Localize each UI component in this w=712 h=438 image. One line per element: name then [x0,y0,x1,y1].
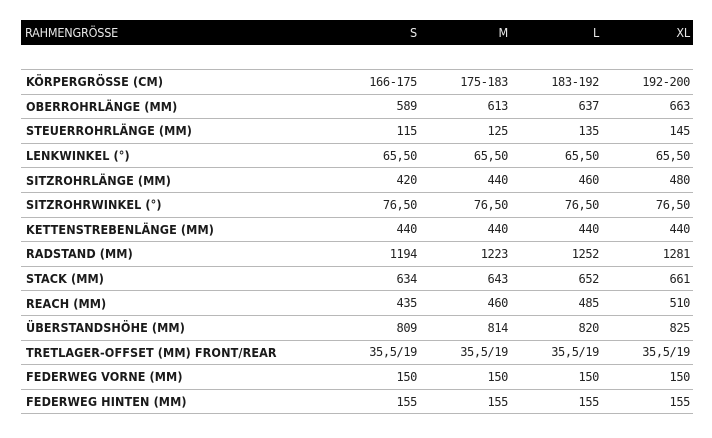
table-row [21,390,693,415]
table-row [21,316,693,341]
row-value: 35,5/19 [369,345,417,360]
row-value: 1252 [571,246,599,261]
size-m-heading: M [498,25,508,40]
row-value: 183-192 [551,74,599,89]
row-value: 814 [487,320,508,335]
row-label: LENKWINKEL (°) [26,148,130,164]
row-label: STEUERROHRLÄNGE (MM) [26,123,192,139]
row-value: 155 [669,394,690,409]
table-row [21,193,693,218]
table-header [21,20,693,45]
size-s-heading: S [410,25,417,40]
table-row [21,144,693,169]
row-value: 440 [396,222,417,237]
row-value: 440 [487,222,508,237]
row-value: 643 [487,271,508,286]
row-value: 420 [396,173,417,188]
row-value: 35,5/19 [551,345,599,360]
row-value: 460 [487,296,508,311]
row-value: 150 [669,369,690,384]
row-value: 175-183 [460,74,508,89]
row-value: 150 [396,369,417,384]
size-xl-heading: XL [676,25,690,40]
row-value: 35,5/19 [642,345,690,360]
row-label: FEDERWEG HINTEN (MM) [26,394,187,410]
row-value: 65,50 [655,148,690,163]
table-row [21,242,693,267]
row-label: OBERROHRLÄNGE (MM) [26,98,178,114]
row-value: 115 [396,123,417,138]
row-value: 65,50 [564,148,599,163]
row-value: 125 [487,123,508,138]
row-value: 589 [396,99,417,114]
row-value: 65,50 [382,148,417,163]
table-row [21,365,693,390]
row-value: 440 [669,222,690,237]
row-value: 1281 [662,246,690,261]
size-l-heading: L [592,25,599,40]
row-value: 76,50 [382,197,417,212]
row-value: 440 [578,222,599,237]
table-row [21,291,693,316]
row-label: KETTENSTREBENLÄNGE (MM) [26,221,214,237]
row-value: 480 [669,173,690,188]
frame-size-heading: RAHMENGRÖSSE [25,25,119,40]
row-value: 76,50 [655,197,690,212]
row-value: 825 [669,320,690,335]
row-value: 637 [578,99,599,114]
row-value: 820 [578,320,599,335]
row-value: 435 [396,296,417,311]
row-value: 663 [669,99,690,114]
row-label: SITZROHRWINKEL (°) [26,197,162,213]
row-label: TRETLAGER-OFFSET (MM) FRONT/REAR [26,344,277,360]
table-row [21,267,693,292]
row-label: FEDERWEG VORNE (MM) [26,369,183,385]
row-label: RADSTAND (MM) [26,246,133,262]
row-value: 150 [578,369,599,384]
row-value: 65,50 [473,148,508,163]
row-value: 155 [396,394,417,409]
row-value: 150 [487,369,508,384]
table-row [21,70,693,95]
row-value: 1194 [389,246,417,261]
row-value: 135 [578,123,599,138]
row-value: 192-200 [642,74,690,89]
geometry-table [21,20,693,414]
row-label: KÖRPERGRÖSSE (CM) [26,74,164,90]
table-row [21,218,693,243]
row-value: 35,5/19 [460,345,508,360]
row-value: 1223 [480,246,508,261]
table-body [21,70,693,414]
row-value: 460 [578,173,599,188]
row-value: 155 [578,394,599,409]
row-label: SITZROHRLÄNGE (MM) [26,172,171,188]
row-value: 155 [487,394,508,409]
table-row [21,341,693,366]
row-value: 76,50 [473,197,508,212]
row-value: 166-175 [369,74,417,89]
row-value: 613 [487,99,508,114]
row-value: 652 [578,271,599,286]
header-spacer [21,45,693,70]
row-label: REACH (MM) [26,295,107,311]
row-value: 76,50 [564,197,599,212]
table-row [21,119,693,144]
row-value: 809 [396,320,417,335]
row-value: 661 [669,271,690,286]
row-value: 145 [669,123,690,138]
row-value: 485 [578,296,599,311]
row-value: 440 [487,173,508,188]
row-label: ÜBERSTANDSHÖHE (MM) [26,320,185,336]
table-row [21,95,693,120]
row-label: STACK (MM) [26,271,105,287]
row-value: 634 [396,271,417,286]
row-value: 510 [669,296,690,311]
table-row [21,168,693,193]
